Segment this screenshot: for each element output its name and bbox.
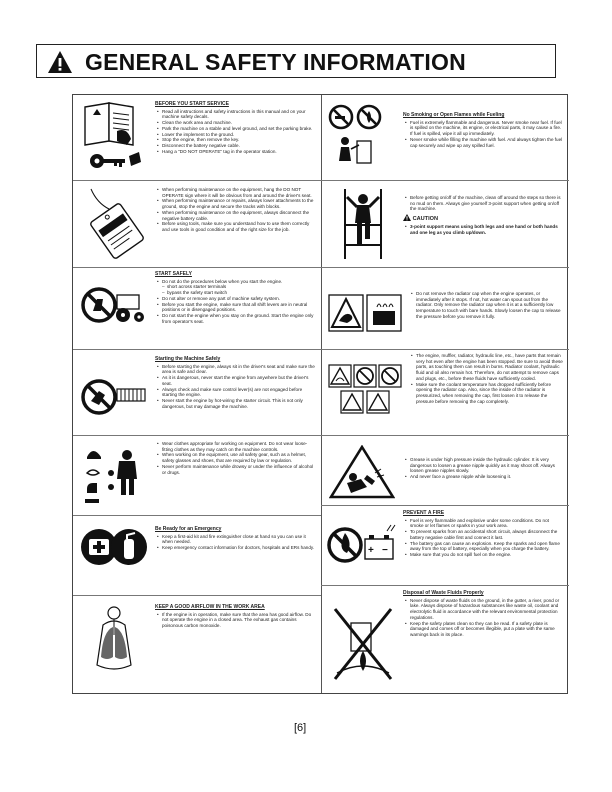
section-heading: No Smoking or Open Flames while Fueling bbox=[403, 112, 505, 118]
column-divider bbox=[321, 95, 322, 693]
section-heading: BEFORE YOU START SERVICE bbox=[155, 101, 229, 107]
row-divider bbox=[321, 585, 569, 586]
list-item: • Never smoke while filling the machine with fuel. And always tighten the fuel cap securely and wipe up any spilled fuel. bbox=[407, 137, 563, 148]
row-divider bbox=[73, 349, 321, 350]
list-item: • To prevent sparks from an accidental short circuit, always disconnect the battery negative cable first and connect it last. bbox=[407, 529, 563, 540]
list-item: • Make sure the coolant temperature has dropped sufficiently before opening the radiator cap. Also, since the inside of the radiator is pressurized, when removing the cap, first loosen it to release the pressure before removing the cap completely. bbox=[413, 382, 563, 405]
list-item: • Before getting on/off of the machine, clean off around the steps so there is no mud on them. Always give yourself 3-point support when getting on/off the machine. bbox=[407, 195, 563, 212]
list-item: • Do not remove the radiator cap when the engine operates, or immediately after it stops. If not, hot water can spout out from the radiator. Only remove the radiator cap when it is at a sufficiently low temperature to touch with bare hands. Slowly loosen the cap to release the pressure before you remove it fully. bbox=[413, 291, 563, 320]
list-item: • When performing maintenance on the equipment, always disconnect the negative battery cable. bbox=[159, 210, 315, 221]
before-start-text bbox=[155, 102, 315, 154]
list-item: • Make sure that you do not spill fuel on the engine. bbox=[407, 552, 563, 558]
list-item: • Park the machine on a stable and level ground, and set the parking brake. bbox=[159, 126, 315, 132]
list-item: • When performing maintenance on the equipment, hang the DO NOT OPERATE sign where it will be obvious from and around the driver's seat. bbox=[159, 187, 315, 198]
section-heading: START SAFELY bbox=[155, 271, 192, 277]
list-item: • Grease is under high pressure inside the hydraulic cylinder. It is very dangerous to loosen a grease nipple quickly as it may shoot off. Always loosen grease nipples slowly. bbox=[407, 457, 563, 474]
list-item: • Never start the engine by hot-wiring the starter circuit. This is not only dangerous, but may damage the machine. bbox=[159, 398, 315, 409]
hot-parts-text bbox=[409, 353, 563, 404]
caution-triangle-icon bbox=[403, 214, 411, 221]
list-item: • Before you start the engine, make sure that all shift levers are in neutral positions or in disengaged positions. bbox=[159, 302, 315, 313]
waste-text bbox=[403, 591, 563, 638]
three-point-support-icon bbox=[335, 185, 393, 263]
list-item: • Do not start the engine when you stay on the ground. Start the engine only from operator's seat. bbox=[159, 313, 315, 324]
hot-surface-icon bbox=[327, 363, 403, 417]
section-heading: KEEP A GOOD AIRFLOW IN THE WORK AREA bbox=[155, 604, 265, 610]
row-divider bbox=[73, 180, 321, 181]
list-item: • Fuel is very flammable and explosive under some conditions. Do not smoke or let flames or sparks in your work area. bbox=[407, 518, 563, 529]
starting-machine-text bbox=[155, 357, 315, 409]
getting-on-off-text bbox=[403, 195, 563, 235]
row-divider bbox=[321, 505, 569, 506]
page-title: GENERAL SAFETY INFORMATION bbox=[85, 49, 466, 75]
first-aid-and-extinguisher-icon bbox=[79, 525, 149, 569]
list-item: • Keep emergency contact information for doctors, hospitals and ERs handy. bbox=[159, 545, 315, 551]
list-item: • And never face a grease nipple while loosening it. bbox=[407, 474, 563, 480]
section-heading: Be Ready for an Emergency bbox=[155, 526, 222, 532]
clothing-text bbox=[155, 441, 315, 475]
list-item: • If the engine is in operation, make sure that the area has good airflow. Do not operate the engine in a closed area. The exhaust gas contains poisonous carbon monoxide. bbox=[159, 612, 315, 629]
section-heading: Disposal of Waste Fluids Properly bbox=[403, 590, 484, 596]
fire-text bbox=[403, 511, 563, 558]
list-item: • Hang a "DO NOT OPERATE" tag in the operator station. bbox=[159, 149, 315, 155]
list-item: • Before starting the engine, always sit in the driver's seat and make sure the area is safe and clear. bbox=[159, 364, 315, 375]
row-divider bbox=[321, 349, 569, 350]
section-heading: Starting the Machine Safely bbox=[155, 356, 221, 362]
list-item: • Before using tools, make sure you understand how to use them correctly and use tools in good condition and of the right size for the job. bbox=[159, 221, 315, 232]
list-item: • Do not do the procedures below when you start the engine. bbox=[159, 279, 315, 285]
title-banner bbox=[36, 44, 556, 78]
lungs-airflow-icon bbox=[83, 605, 145, 675]
grease-text bbox=[403, 457, 563, 480]
list-item: • Do not alter or remove any part of machine safety system. bbox=[159, 296, 315, 302]
list-item: • Keep the safety plates clean so they can be read. If a safety plate is damaged and comes off or becomes illegible, put a plate with the same warnings back in its place. bbox=[407, 621, 563, 638]
no-hot-wiring-icon bbox=[79, 375, 149, 425]
row-divider bbox=[321, 180, 569, 181]
list-item: • Stop the engine, then remove the key. bbox=[159, 137, 315, 143]
list-item: • When performing maintenance or repairs, always lower attachments to the ground, stop the engine and secure the tracks with blocks. bbox=[159, 198, 315, 209]
start-safely-text bbox=[155, 272, 315, 324]
svg-text:+: + bbox=[368, 545, 374, 556]
list-item: • Disconnect the battery negative cable. bbox=[159, 143, 315, 149]
no-starting-from-ground-icon bbox=[79, 281, 147, 329]
list-item: • When working on the equipment, use all safety gear, such as a helmet, safety glasses and shoes, that are required by law or regulation. bbox=[159, 452, 315, 463]
caution-label-text: CAUTION bbox=[412, 216, 439, 223]
row-divider bbox=[73, 435, 321, 436]
list-item: • Read all instructions and safety instructions in this manual and on your machine safety decals. bbox=[159, 109, 315, 120]
hot-water-radiator-icon bbox=[327, 291, 403, 335]
no-smoking-text bbox=[403, 113, 563, 148]
list-item: • Keep a first-aid kit and fire extinguisher close at hand so you can use it when needed. bbox=[159, 534, 315, 545]
manual-and-key-icon bbox=[79, 101, 149, 173]
row-divider bbox=[321, 435, 569, 436]
row-divider bbox=[321, 267, 569, 268]
fire-prevention-icon bbox=[327, 521, 397, 567]
list-subitem: – bypass the safety start switch bbox=[159, 290, 315, 296]
row-divider bbox=[73, 267, 321, 268]
warning-triangle-icon bbox=[47, 50, 73, 74]
list-item: • Wear clothes appropriate for working on equipment. Do not wear loose-fitting clothes as they may catch on the machine controls. bbox=[159, 441, 315, 452]
list-item: • The battery gas can cause an explosion. Keep the sparks and open flame away from the top of battery, especially when you charge the battery. bbox=[407, 541, 563, 552]
list-item: • Fuel is extremely flammable and dangerous. Never smoke near fuel. If fuel is spilled on the machine, its engine, or electrical parts, it may cause a fire. If fuel is spilled, wipe it all up immediately. bbox=[407, 120, 563, 137]
no-dumping-waste-icon bbox=[331, 601, 395, 683]
no-smoking-fueling-icon bbox=[327, 103, 393, 173]
protective-gear-icon bbox=[81, 443, 147, 509]
list-item: • Always check and make sure control lever(s) are not engaged before starting the engine. bbox=[159, 387, 315, 398]
list-subitem: – short across starter terminals bbox=[159, 284, 315, 290]
airflow-text bbox=[155, 605, 315, 629]
page-number: [6] bbox=[294, 722, 307, 734]
do-not-operate-tag-icon bbox=[83, 187, 147, 261]
radiator-text bbox=[409, 291, 563, 320]
list-item: • The engine, muffler, radiator, hydraulic line, etc., have parts that remain very hot even after the engine has been stopped. Be sure to avoid these parts, as touching them can result in burns. Radiator coolant, hydraulic fluid and oil also remain hot. Therefore, do not attempt to remove caps and plugs, etc., before these fluids have sufficiently cooled. bbox=[413, 353, 563, 382]
list-item: • Never dispose of waste fluids on the ground, in the gutter, a river, pond or lake. Always dispose of hazardous substances like waste oil, coolant and electrolytic fluid in accordance with the relevant environmental protection regulations. bbox=[407, 598, 563, 621]
svg-text:−: − bbox=[382, 545, 388, 556]
row-divider bbox=[73, 515, 321, 516]
row-divider bbox=[73, 595, 321, 596]
grease-nipple-warning-icon bbox=[329, 445, 395, 499]
caution-label bbox=[403, 214, 563, 223]
section-heading: PREVENT A FIRE bbox=[403, 510, 445, 516]
maintenance-text bbox=[155, 187, 315, 233]
list-item: • Lower the implement to the ground. bbox=[159, 132, 315, 138]
list-item: • Clean the work area and machine. bbox=[159, 120, 315, 126]
safety-grid bbox=[72, 94, 568, 694]
list-item: • Never perform maintenance while drowsy or under the influence of alcohol or drugs. bbox=[159, 464, 315, 475]
caution-item: • 3-point support means using both legs and one hand or both hands and one leg as you climb up/down. bbox=[407, 224, 563, 235]
emergency-text bbox=[155, 527, 315, 551]
list-item: • As it is dangerous, never start the engine from anywhere but the driver's seat. bbox=[159, 375, 315, 386]
